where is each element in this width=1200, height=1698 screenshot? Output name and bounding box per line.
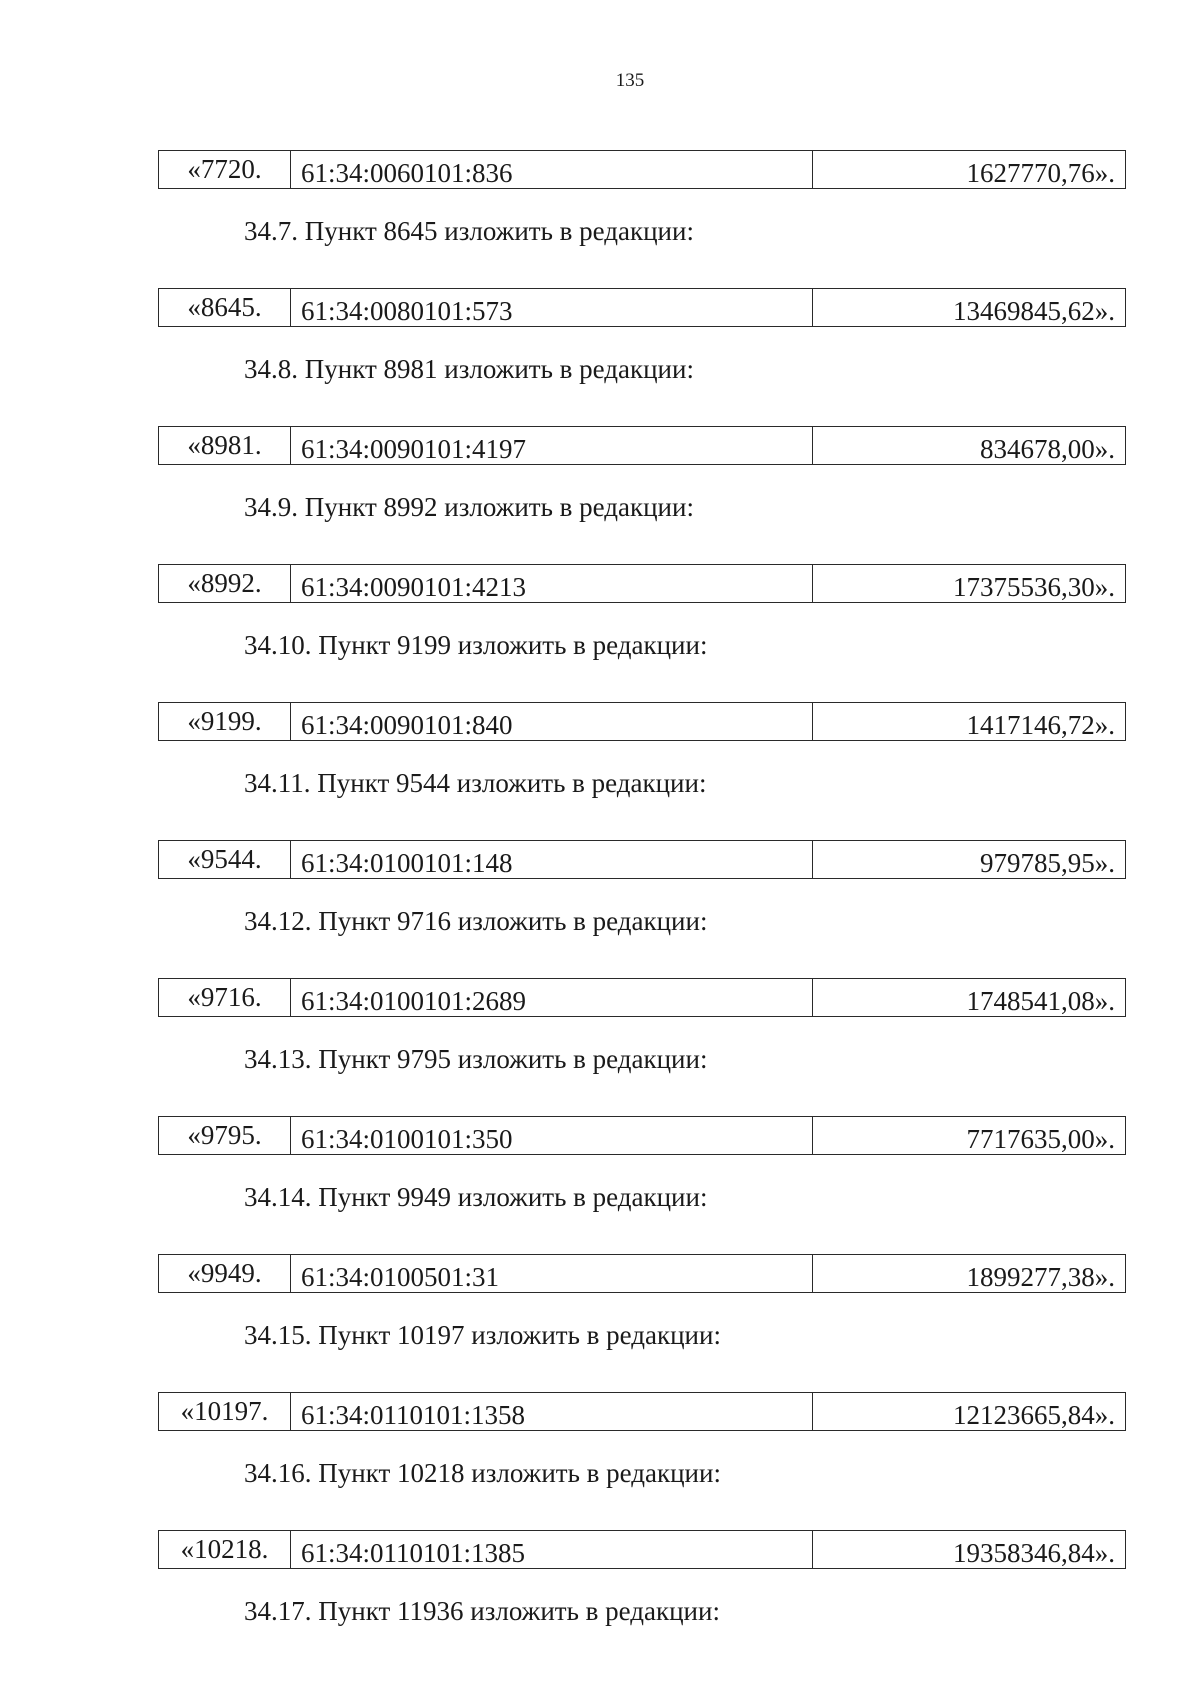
item-number: «8992.: [187, 568, 262, 598]
cadastral-number: 61:34:0090101:840: [301, 710, 513, 740]
table-row: [158, 978, 1126, 1017]
table-row: [158, 1530, 1126, 1569]
section-heading: 34.14. Пункт 9949 изложить в редакции:: [244, 1182, 708, 1212]
value-cell: [813, 979, 1125, 1016]
value-cell: [813, 289, 1125, 326]
item-number-cell: [159, 565, 291, 602]
cadastral-value: 17375536,30».: [953, 572, 1115, 602]
item-number: «7720.: [187, 154, 262, 184]
cadastral-number: 61:34:0110101:1358: [301, 1400, 526, 1430]
cadastral-value: 1899277,38».: [966, 1262, 1115, 1292]
cadastral-number: 61:34:0100101:2689: [301, 986, 527, 1016]
section-heading: 34.17. Пункт 11936 изложить в редакции:: [244, 1596, 720, 1626]
section-heading: 34.9. Пункт 8992 изложить в редакции:: [244, 492, 694, 522]
cadastral-cell: [291, 703, 813, 740]
value-cell: [813, 703, 1125, 740]
cadastral-number: 61:34:0090101:4197: [301, 434, 527, 464]
section-heading: 34.13. Пункт 9795 изложить в редакции:: [244, 1044, 708, 1074]
cadastral-value: 1748541,08».: [966, 986, 1115, 1016]
table-row: [158, 288, 1126, 327]
item-number-cell: [159, 841, 291, 878]
value-cell: [813, 1117, 1125, 1154]
cadastral-number: 61:34:0090101:4213: [301, 572, 527, 602]
table-row: [158, 840, 1126, 879]
item-number-cell: [159, 1117, 291, 1154]
item-number: «8645.: [187, 292, 262, 322]
cadastral-value: 1417146,72».: [966, 710, 1115, 740]
table-row: [158, 1116, 1126, 1155]
cadastral-cell: [291, 289, 813, 326]
page-number: 135: [615, 70, 645, 91]
cadastral-cell: [291, 841, 813, 878]
value-cell: [813, 1531, 1125, 1568]
item-number: «9716.: [187, 982, 262, 1012]
cadastral-value: 7717635,00».: [966, 1124, 1115, 1154]
item-number: «9199.: [187, 706, 262, 736]
cadastral-number: 61:34:0100501:31: [301, 1262, 500, 1292]
cadastral-cell: [291, 979, 813, 1016]
cadastral-number: 61:34:0100101:350: [301, 1124, 513, 1154]
cadastral-value: 979785,95».: [980, 848, 1115, 878]
item-number-cell: [159, 289, 291, 326]
item-number: «10197.: [180, 1396, 269, 1426]
cadastral-value: 13469845,62».: [953, 296, 1115, 326]
section-heading: 34.11. Пункт 9544 изложить в редакции:: [244, 768, 707, 798]
cadastral-number: 61:34:0100101:148: [301, 848, 513, 878]
section-heading: 34.15. Пункт 10197 изложить в редакции:: [244, 1320, 721, 1350]
item-number-cell: [159, 979, 291, 1016]
cadastral-cell: [291, 565, 813, 602]
table-row: [158, 564, 1126, 603]
item-number: «8981.: [187, 430, 262, 460]
cadastral-value: 1627770,76».: [966, 158, 1115, 188]
cadastral-cell: [291, 1531, 813, 1568]
cadastral-cell: [291, 151, 813, 188]
item-number-cell: [159, 427, 291, 464]
cadastral-number: 61:34:0060101:836: [301, 158, 513, 188]
item-number-cell: [159, 703, 291, 740]
table-row: [158, 1392, 1126, 1431]
item-number-cell: [159, 1255, 291, 1292]
value-cell: [813, 151, 1125, 188]
section-heading: 34.12. Пункт 9716 изложить в редакции:: [244, 906, 708, 936]
value-cell: [813, 565, 1125, 602]
cadastral-number: 61:34:0110101:1385: [301, 1538, 526, 1568]
value-cell: [813, 427, 1125, 464]
item-number: «9949.: [187, 1258, 262, 1288]
cadastral-cell: [291, 1255, 813, 1292]
table-row: [158, 702, 1126, 741]
table-row: [158, 1254, 1126, 1293]
item-number-cell: [159, 1393, 291, 1430]
cadastral-cell: [291, 427, 813, 464]
value-cell: [813, 1393, 1125, 1430]
cadastral-number: 61:34:0080101:573: [301, 296, 513, 326]
item-number: «9544.: [187, 844, 262, 874]
item-number: «9795.: [187, 1120, 262, 1150]
item-number-cell: [159, 151, 291, 188]
table-row: [158, 426, 1126, 465]
cadastral-value: 12123665,84».: [953, 1400, 1115, 1430]
item-number-cell: [159, 1531, 291, 1568]
cadastral-cell: [291, 1117, 813, 1154]
section-heading: 34.7. Пункт 8645 изложить в редакции:: [244, 216, 694, 246]
cadastral-cell: [291, 1393, 813, 1430]
section-heading: 34.10. Пункт 9199 изложить в редакции:: [244, 630, 708, 660]
section-heading: 34.8. Пункт 8981 изложить в редакции:: [244, 354, 694, 384]
section-heading: 34.16. Пункт 10218 изложить в редакции:: [244, 1458, 721, 1488]
value-cell: [813, 1255, 1125, 1292]
item-number: «10218.: [180, 1534, 269, 1564]
cadastral-value: 834678,00».: [980, 434, 1115, 464]
value-cell: [813, 841, 1125, 878]
table-row: [158, 150, 1126, 189]
cadastral-value: 19358346,84».: [953, 1538, 1115, 1568]
